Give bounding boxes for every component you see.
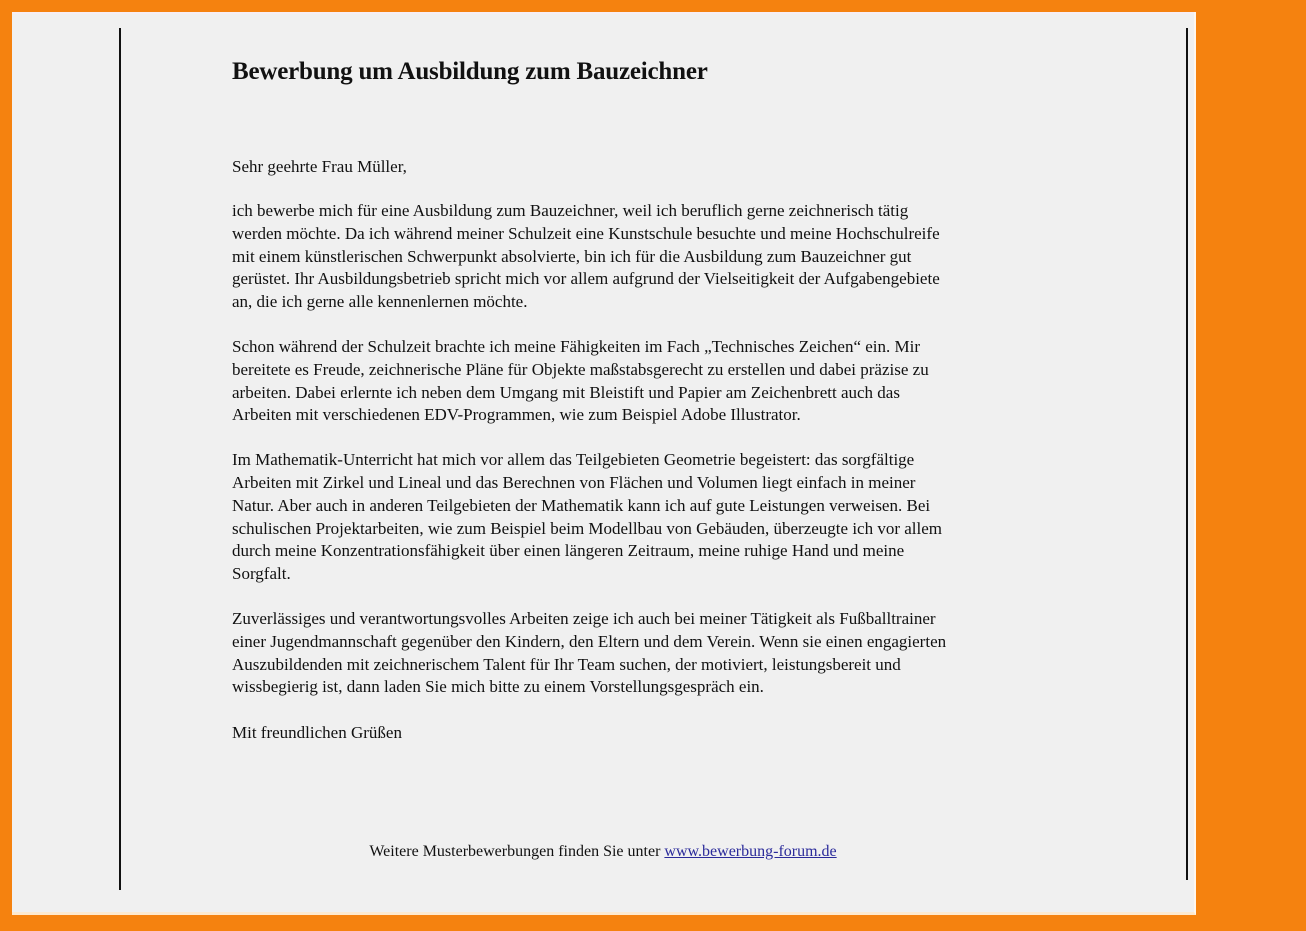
salutation: Sehr geehrte Frau Müller,: [232, 157, 407, 176]
text-line: durch meine Konzentrationsfähigkeit über einen längeren Zeitraum, meine ruhige Hand und meine: [232, 541, 905, 561]
footer-text: Weitere Musterbewerbungen finden Sie unter: [369, 843, 665, 860]
text-line: mit einem künstlerischen Schwerpunkt absolvierte, bin ich für die Ausbildung zum Bauzeichner gut: [232, 246, 912, 266]
letter-title: Bewerbung um Ausbildung zum Bauzeichner: [232, 58, 708, 85]
text-line: gerüstet. Ihr Ausbildungsbetrieb spricht mich vor allem aufgrund der Vielseitigkeit der Aufgabengebiete: [232, 269, 940, 289]
text-line: werden möchte. Da ich während meiner Schulzeit eine Kunstschule besuchte und meine Hochschulreife: [232, 223, 940, 243]
text-line: Sorgfalt.: [232, 564, 291, 584]
footer-note: [12, 843, 1194, 861]
text-line: Natur. Aber auch in anderen Teilgebieten der Mathematik kann ich auf gute Leistungen verweisen. Bei: [232, 495, 931, 515]
footer-link[interactable]: www.bewerbung-forum.de: [664, 843, 837, 860]
text-line: ich bewerbe mich für eine Ausbildung zum Bauzeichner, weil ich beruflich gerne zeichnerisch tätig: [232, 201, 909, 220]
text-line: einer Jugendmannschaft gegenüber den Kindern, den Eltern und dem Verein. Wenn sie einen engagierten: [232, 631, 947, 651]
left-margin-rule: [119, 28, 121, 890]
paragraph-1: [232, 200, 1092, 314]
text-line: Schon während der Schulzeit brachte ich meine Fähigkeiten im Fach „Technisches Zeichen“ ein. Mir: [232, 336, 921, 356]
text-line: wissbegierig ist, dann laden Sie mich bitte zu einem Vorstellungsgespräch ein.: [232, 677, 764, 697]
text-line: Auszubildenden mit zeichnerischem Talent für Ihr Team suchen, der motiviert, leistungsbereit und: [232, 654, 901, 674]
text-line: schulischen Projektarbeiten, wie zum Beispiel beim Modellbau von Gebäuden, überzeugte ich vor allem: [232, 518, 943, 538]
text-line: Zuverlässiges und verantwortungsvolles Arbeiten zeige ich auch bei meiner Tätigkeit als Fußballtrainer: [232, 608, 936, 628]
letter-body: [232, 56, 1092, 744]
closing-greeting: Mit freundlichen Grüßen: [232, 723, 402, 743]
document-page: [12, 12, 1196, 915]
paragraph-3: [232, 449, 1092, 586]
text-line: an, die ich gerne alle kennenlernen möchte.: [232, 292, 528, 312]
paragraph-2: [232, 336, 1092, 427]
text-line: Im Mathematik-Unterricht hat mich vor allem das Teilgebieten Geometrie begeistert: das sorgfältige: [232, 450, 915, 470]
text-line: arbeiten. Dabei erlernte ich neben dem Umgang mit Bleistift und Papier am Zeichenbrett auch das: [232, 382, 900, 402]
text-line: bereitete es Freude, zeichnerische Pläne für Objekte maßstabsgerecht zu erstellen und dabei präzise zu: [232, 359, 929, 379]
paragraph-4: [232, 608, 1092, 699]
text-line: Arbeiten mit verschiedenen EDV-Programmen, wie zum Beispiel Adobe Illustrator.: [232, 405, 801, 425]
right-margin-rule: [1186, 28, 1188, 880]
text-line: Arbeiten mit Zirkel und Lineal und das Berechnen von Flächen und Volumen liegt einfach in meiner: [232, 472, 916, 492]
